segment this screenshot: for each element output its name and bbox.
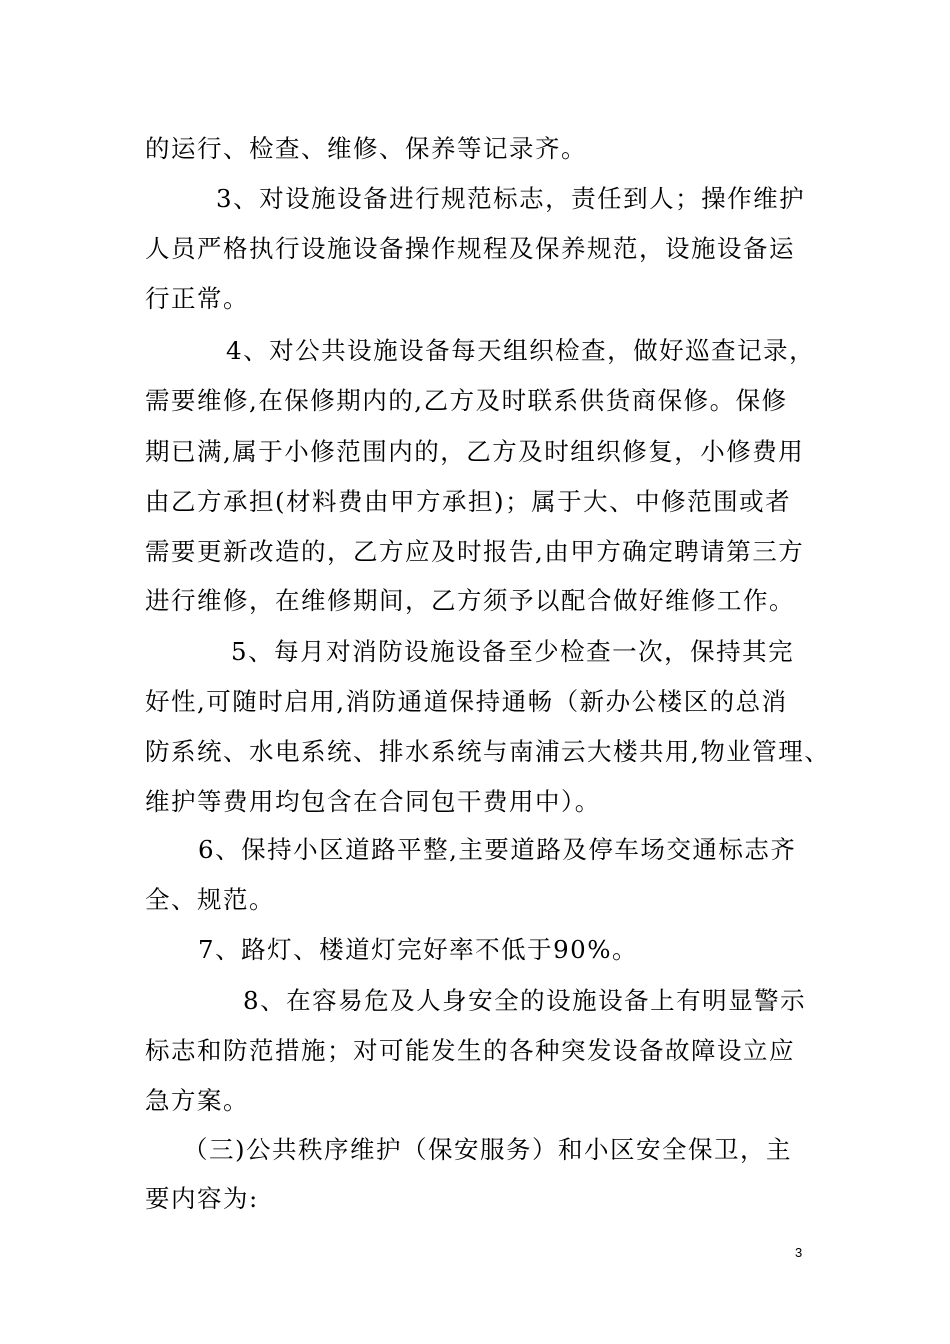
text-line: 需要维修,在保修期内的,乙方及时联系供货商保修。保修 — [145, 386, 788, 415]
text-line: 5、每月对消防设施设备至少检查一次，保持其完 — [231, 637, 795, 666]
text-line: 期已满,属于小修范围内的，乙方及时组织修复，小修费用 — [145, 437, 805, 466]
text-line: 防系统、水电系统、排水系统与南浦云大楼共用,物业管理、 — [145, 737, 831, 766]
text-line: 8、在容易危及人身安全的设施设备上有明显警示 — [243, 986, 807, 1015]
text-line: 的运行、检查、维修、保养等记录齐。 — [145, 134, 587, 163]
text-line: 维护等费用均包含在合同包干费用中）。 — [145, 787, 601, 816]
text-line: 好性,可随时启用,消防通道保持通畅（新办公楼区的总消 — [145, 687, 788, 716]
text-line: 标志和防范措施；对可能发生的各种突发设备故障设立应 — [145, 1036, 795, 1065]
text-line: 行正常。 — [145, 284, 249, 313]
text-line: 人员严格执行设施设备操作规程及保养规范，设施设备运 — [145, 234, 795, 263]
text-line: 进行维修，在维修期间，乙方须予以配合做好维修工作。 — [145, 586, 795, 615]
page-number: 3 — [795, 1245, 803, 1260]
text-line: 要内容为: — [145, 1184, 259, 1213]
text-line: 由乙方承担(材料费由甲方承担)；属于大、中修范围或者 — [145, 487, 792, 516]
text-line: （三)公共秩序维护（保安服务）和小区安全保卫，主 — [183, 1135, 793, 1164]
text-line: 全、规范。 — [145, 885, 275, 914]
text-line: 3、对设施设备进行规范标志，责任到人；操作维护 — [216, 184, 806, 213]
text-line: 4、对公共设施设备每天组织检查，做好巡查记录， — [226, 336, 816, 365]
text-line: 需要更新改造的，乙方应及时报告,由甲方确定聘请第三方 — [145, 537, 805, 566]
text-line: 急方案。 — [145, 1086, 249, 1115]
text-line: 6、保持小区道路平整,主要道路及停车场交通标志齐 — [198, 835, 797, 864]
text-line: 7、路灯、楼道灯完好率不低于90%。 — [198, 935, 639, 964]
